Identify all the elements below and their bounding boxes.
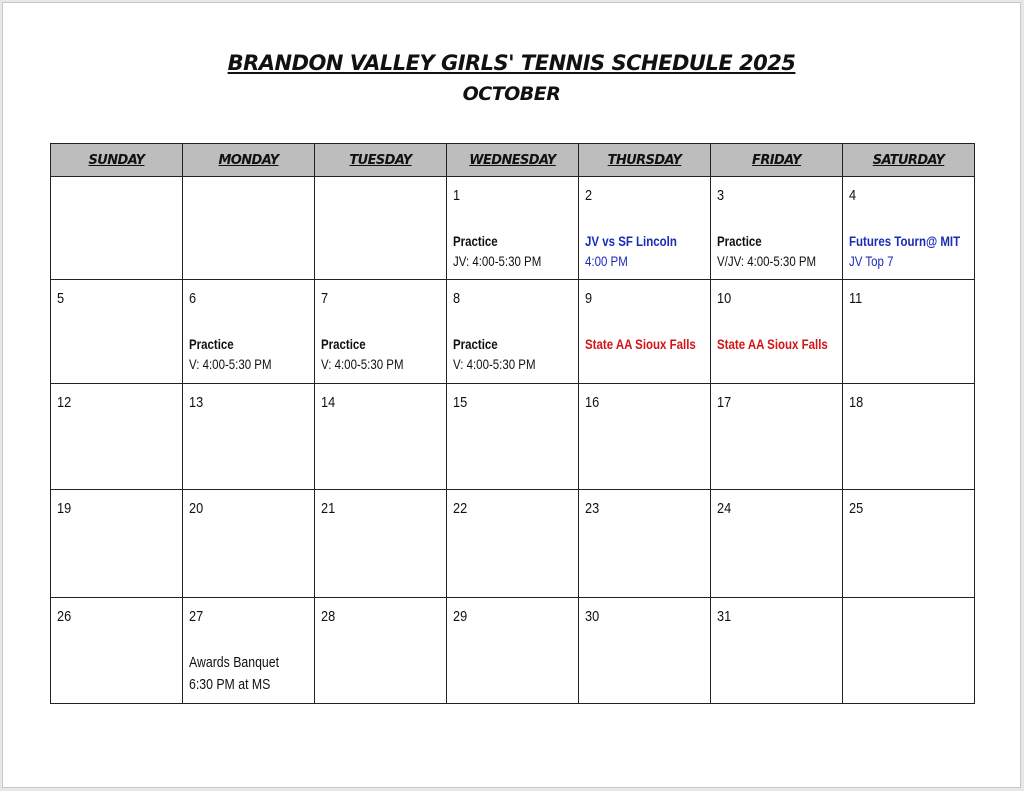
day-number: 17 <box>717 394 732 411</box>
day-number: 21 <box>321 500 336 517</box>
event <box>717 231 840 271</box>
day-content <box>711 177 842 279</box>
event-title: Futures Tourn@ MIT <box>849 233 961 249</box>
day-cell <box>51 490 183 598</box>
day-number: 1 <box>453 187 461 204</box>
day-cell <box>711 384 843 490</box>
day-cell <box>711 598 843 704</box>
day-cell <box>579 384 711 490</box>
day-cell <box>711 177 843 280</box>
day-cell <box>843 598 975 704</box>
day-cell <box>843 280 975 384</box>
day-cell <box>315 384 447 490</box>
week-row <box>51 490 975 598</box>
day-cell <box>183 490 315 598</box>
event <box>189 334 312 374</box>
day-cell <box>183 280 315 384</box>
day-number: 24 <box>717 500 732 517</box>
day-content <box>315 280 446 383</box>
day-number: 31 <box>717 608 732 625</box>
event-detail: V: 4:00-5:30 PM <box>321 356 404 372</box>
day-cell <box>447 384 579 490</box>
day-content <box>447 280 578 383</box>
day-number: 5 <box>57 290 65 307</box>
day-cell <box>183 177 315 280</box>
day-content <box>315 384 446 489</box>
document-page <box>2 2 1021 788</box>
event-detail: 6:30 PM at MS <box>189 676 271 693</box>
day-number: 7 <box>321 290 329 307</box>
day-content <box>183 280 314 383</box>
weekday-header: SATURDAY <box>843 144 975 177</box>
week-row <box>51 280 975 384</box>
day-content <box>51 280 182 383</box>
event-detail: JV: 4:00-5:30 PM <box>453 253 542 269</box>
day-cell <box>843 177 975 280</box>
day-content <box>843 598 974 703</box>
day-cell <box>51 280 183 384</box>
week-row <box>51 177 975 280</box>
event <box>585 231 708 271</box>
day-cell <box>315 280 447 384</box>
day-content <box>183 384 314 489</box>
day-content <box>447 598 578 703</box>
day-content <box>579 490 710 597</box>
day-content <box>315 177 446 279</box>
weekday-header-row <box>51 144 975 177</box>
day-content <box>315 598 446 703</box>
weekday-header: FRIDAY <box>711 144 843 177</box>
day-content <box>579 280 710 383</box>
day-cell <box>447 490 579 598</box>
day-cell <box>447 598 579 704</box>
day-number: 13 <box>189 394 204 411</box>
event <box>189 652 312 696</box>
day-content <box>579 598 710 703</box>
day-number: 2 <box>585 187 593 204</box>
event <box>585 334 708 354</box>
day-content <box>315 490 446 597</box>
day-content <box>711 490 842 597</box>
day-content <box>51 177 182 279</box>
weekday-header: THURSDAY <box>579 144 711 177</box>
day-number: 14 <box>321 394 336 411</box>
day-number: 8 <box>453 290 461 307</box>
event-title: Practice <box>453 336 498 352</box>
day-cell <box>447 280 579 384</box>
day-cell <box>579 177 711 280</box>
day-content <box>447 177 578 279</box>
day-number: 18 <box>849 394 864 411</box>
day-cell <box>711 280 843 384</box>
day-number: 3 <box>717 187 725 204</box>
day-number: 29 <box>453 608 468 625</box>
day-content <box>51 598 182 703</box>
day-number: 26 <box>57 608 72 625</box>
day-cell <box>183 598 315 704</box>
day-number: 28 <box>321 608 336 625</box>
day-cell <box>843 490 975 598</box>
day-content <box>843 280 974 383</box>
day-content <box>51 490 182 597</box>
schedule-title: BRANDON VALLEY GIRLS' TENNIS SCHEDULE 2025 <box>227 51 796 75</box>
day-content <box>843 384 974 489</box>
day-number: 11 <box>849 290 863 307</box>
day-content <box>447 490 578 597</box>
event-detail: 4:00 PM <box>585 253 628 269</box>
event <box>453 334 576 374</box>
day-number: 20 <box>189 500 204 517</box>
day-content <box>843 490 974 597</box>
day-cell <box>447 177 579 280</box>
event-title: Practice <box>321 336 366 352</box>
day-content <box>183 490 314 597</box>
event-title: Practice <box>453 233 498 249</box>
event-detail: JV Top 7 <box>849 253 894 269</box>
day-number: 27 <box>189 608 204 625</box>
calendar-body <box>51 177 975 704</box>
day-content <box>579 177 710 279</box>
day-cell <box>711 490 843 598</box>
day-cell <box>579 490 711 598</box>
month-title: OCTOBER <box>462 83 561 105</box>
event-detail: V: 4:00-5:30 PM <box>189 356 272 372</box>
event-title: State AA Sioux Falls <box>585 336 696 352</box>
event-title: Practice <box>189 336 234 352</box>
day-content <box>183 177 314 279</box>
day-content <box>183 598 314 703</box>
day-cell <box>843 384 975 490</box>
day-content <box>711 598 842 703</box>
day-cell <box>315 177 447 280</box>
day-content <box>51 384 182 489</box>
day-cell <box>315 490 447 598</box>
day-number: 15 <box>453 394 468 411</box>
day-cell <box>579 598 711 704</box>
day-content <box>711 280 842 383</box>
day-number: 4 <box>849 187 857 204</box>
day-number: 19 <box>57 500 72 517</box>
day-content <box>711 384 842 489</box>
week-row <box>51 384 975 490</box>
day-number: 10 <box>717 290 732 307</box>
weekday-header: SUNDAY <box>51 144 183 177</box>
event-title: Practice <box>717 233 762 249</box>
day-content <box>447 384 578 489</box>
day-number: 16 <box>585 394 600 411</box>
day-number: 23 <box>585 500 600 517</box>
weekday-header: MONDAY <box>183 144 315 177</box>
day-cell <box>579 280 711 384</box>
day-cell <box>183 384 315 490</box>
event <box>453 231 576 271</box>
calendar-table <box>50 143 975 704</box>
event-title: State AA Sioux Falls <box>717 336 828 352</box>
day-number: 9 <box>585 290 593 307</box>
event-title: Awards Banquet <box>189 654 280 671</box>
weekday-header: TUESDAY <box>315 144 447 177</box>
day-cell <box>51 598 183 704</box>
day-number: 6 <box>189 290 197 307</box>
event <box>717 334 840 354</box>
week-row <box>51 598 975 704</box>
day-number: 25 <box>849 500 864 517</box>
event <box>849 231 972 271</box>
day-content <box>579 384 710 489</box>
day-cell <box>51 384 183 490</box>
day-number: 30 <box>585 608 600 625</box>
event-detail: V/JV: 4:00-5:30 PM <box>717 253 817 269</box>
event <box>321 334 444 374</box>
weekday-header: WEDNESDAY <box>447 144 579 177</box>
day-cell <box>315 598 447 704</box>
day-cell <box>51 177 183 280</box>
event-title: JV vs SF Lincoln <box>585 233 677 249</box>
day-content <box>843 177 974 279</box>
event-detail: V: 4:00-5:30 PM <box>453 356 536 372</box>
day-number: 22 <box>453 500 468 517</box>
day-number: 12 <box>57 394 72 411</box>
